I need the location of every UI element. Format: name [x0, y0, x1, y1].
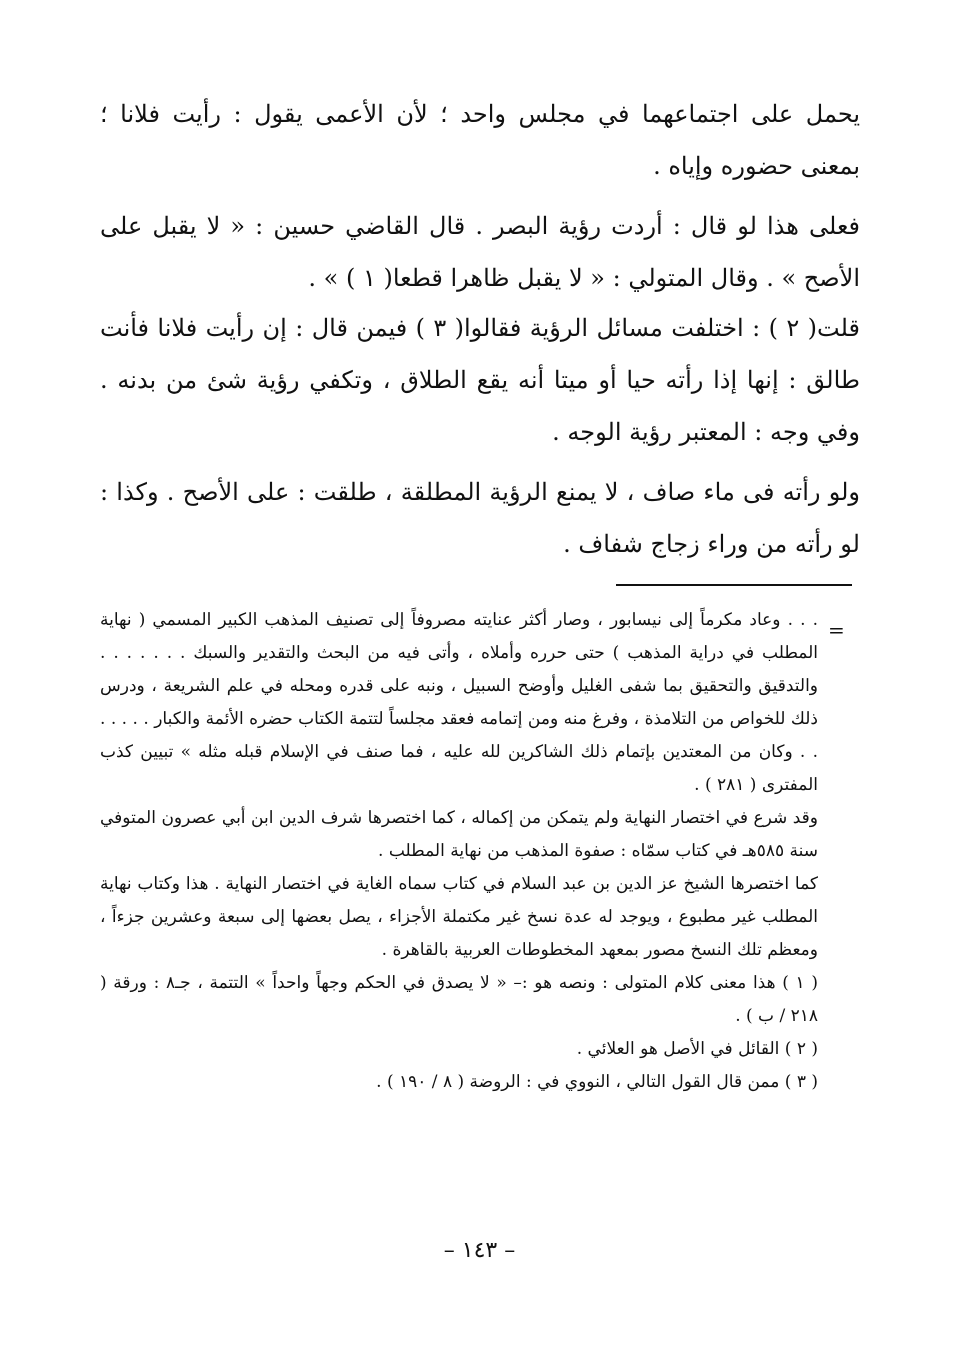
footnotes-section [100, 604, 818, 1099]
footnote-continuation-2: وقد شرع في اختصار النهاية ولم يتمكن من إكماله ، كما اختصرها شرف الدين ابن أبي عصرون المتوفي سنة ٥٨٥هـ في كتاب سمّاه : صفوة المذهب من نهاية المطلب . [100, 808, 818, 861]
body-paragraph-3 [100, 302, 860, 458]
body-paragraph-2 [100, 200, 860, 304]
body-paragraph-text: ولو رأته فى ماء صاف ، لا يمنع الرؤية المطلقة ، طلقت : على الأصح . وكذا : لو رأته من وراء زجاج شفاف . [100, 478, 861, 558]
footnote-divider [616, 584, 852, 586]
body-paragraph-1 [100, 88, 860, 192]
footnote-continuation-mark: = [828, 618, 845, 642]
footnote-continuation-1: . . . وعاد مكرماً إلى نيسابور ، وصار أكثر عنايته مصروفاً إلى تصنيف المذهب الكبير المسمي ( نهاية المطلب في دراية المذهب ) حتى حرره وأملاه ، وأتى فيه من البحث والتقدير والسبك . . . . . . . والتدقيق والتحقيق بما شفى الغليل وأوضح السبيل ، ونبه على قدره ومحله في علم الشريعة ، ودرس ذلك للخواص من التلامذة ، وفرغ منه ومن إتمامه فعقد مجلساً لتتمة الكتاب حضره الأئمة والكبار . . . . . . . وكان من المعتدين بإتمام ذلك الشاكرين لله عليه ، فما صنف في الإسلام قبله مثله » تبيين كذب المفترى ( ٢٨١ ) . [100, 610, 818, 795]
body-paragraph-text: قلت( ٢ ) : اختلفت مسائل الرؤية فقالوا( ٣ ) فيمن قال : إن رأيت فلانا فأنت طالق : إنها إذا رأته حيا أو ميتا أنه يقع الطلاق ، وتكفي رؤية شئ من بدنه . وفي وجه : المعتبر رؤية الوجه . [100, 314, 860, 446]
page-number: – ١٤٣ – [443, 1238, 516, 1263]
footnote-3: ( ٣ ) ممن قال القول التالي ، النووي في : الروضة ( ٨ / ١٩٠ ) . [376, 1072, 818, 1092]
body-paragraph-text: فعلى هذا لو قال : أردت رؤية البصر . قال القاضي حسين : « لا يقبل على الأصح » . وقال المتولي : « لا يقبل ظاهرا قطعا( ١ ) » . [100, 212, 860, 292]
body-paragraph-4 [100, 466, 860, 570]
footnote-2: ( ٢ ) القائل في الأصل هو العلائي . [576, 1039, 818, 1059]
body-paragraph-text: يحمل على اجتماعهما في مجلس واحد ؛ لأن الأعمى يقول : رأيت فلانا ؛ بمعنى حضوره وإياه . [100, 100, 860, 180]
footnote-continuation-3: كما اختصرها الشيخ عز الدين بن عبد السلام في كتاب سماه الغاية في اختصار النهاية . هذا وكتاب نهاية المطلب غير مطبوع ، ويوجد له عدة نسخ غير مكتملة الأجزاء ، يصل بعضها إلى سبعة وعشرين جزءاً ، ومعظم تلك النسخ مصور بمعهد المخطوطات العربية بالقاهرة . [100, 874, 818, 960]
footnote-1: ( ١ ) هذا معنى كلام المتولى : ونصه هو :– « لا يصدق في الحكم وجهاً واحداً » التتمة ، جـ٨ : ورقة ( ٢١٨ / ب ) . [100, 973, 818, 1026]
